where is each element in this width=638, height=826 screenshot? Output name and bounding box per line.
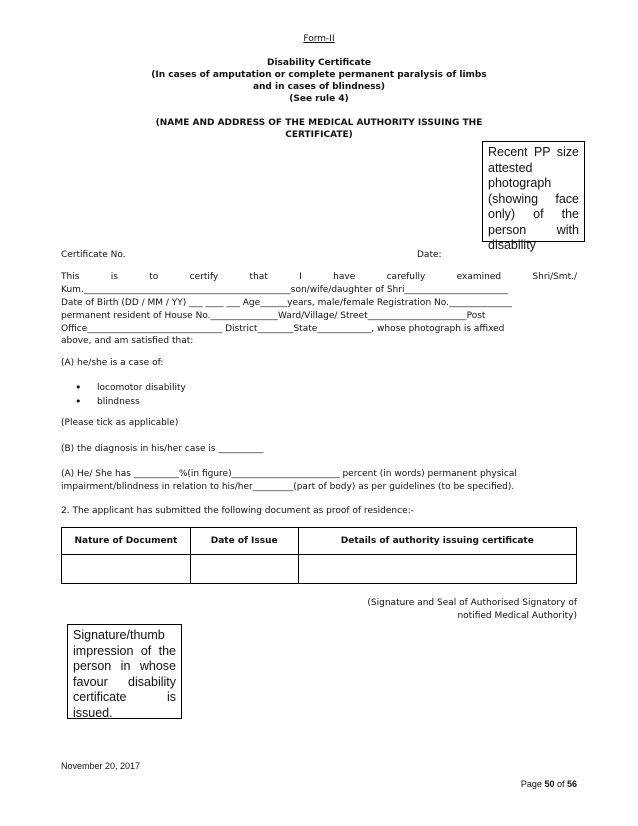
- certificate-number-label: Certificate No.: [61, 250, 126, 260]
- column-header: Nature of Document: [62, 528, 191, 555]
- certificate-paragraph-line: Office______________________________ District________State____________, whose photograph is affixed: [61, 324, 505, 334]
- residence-document-table: [61, 527, 577, 584]
- authority-heading-line2: CERTIFICATE): [285, 130, 353, 140]
- page-of: of: [554, 779, 567, 789]
- case-label: (A) he/she is a case of:: [61, 358, 164, 368]
- diagnosis-line: (B) the diagnosis in his/her case is __________: [61, 444, 264, 454]
- table-row: [62, 555, 577, 584]
- rule-reference: (See rule 4): [289, 94, 349, 104]
- signature-thumb-box: [67, 624, 182, 719]
- certificate-paragraph-line: Kum.______________________________________________son/wife/daughter of Shri_______________________: [61, 285, 508, 295]
- date-label: Date:: [417, 250, 442, 260]
- page-number: [400, 779, 577, 789]
- photo-box-line: Recent PP size: [488, 145, 579, 159]
- authority-heading-line1: (NAME AND ADDRESS OF THE MEDICAL AUTHORITY ISSUING THE: [155, 118, 483, 128]
- impairment-line: impairment/blindness in relation to his/her_________(part of body) as per guidelines (to be specified).: [61, 482, 515, 492]
- authority-signature-line2: notified Medical Authority): [457, 611, 577, 621]
- table-cell[interactable]: [298, 555, 576, 584]
- residence-statement: 2. The applicant has submitted the following document as proof of residence:-: [61, 506, 414, 516]
- photo-box-line: attested: [488, 160, 533, 175]
- form-title: Form-II: [303, 34, 335, 44]
- impairment-line: (A) He/ She has __________%(in figure)________________________ percent (in words) permanent physical: [61, 469, 517, 479]
- page-total: 56: [566, 779, 577, 789]
- sig-box-line: person in whose: [73, 659, 176, 673]
- certificate-title: Disability Certificate: [266, 58, 371, 68]
- certificate-subtitle-line2: and in cases of blindness): [252, 82, 386, 92]
- certificate-paragraph-line: above, and am satisfied that:: [61, 336, 194, 346]
- column-header: Date of Issue: [190, 528, 298, 555]
- certificate-paragraph-line: permanent resident of House No._______________Ward/Village/ Street______________________Post: [61, 311, 486, 321]
- certificate-subtitle-line1: (In cases of amputation or complete permanent paralysis of limbs: [151, 70, 487, 80]
- tick-note: (Please tick as applicable): [61, 418, 179, 428]
- sig-box-line: impression of the: [73, 643, 176, 658]
- photo-box-line: photograph: [488, 176, 552, 190]
- sig-box-line: issued.: [73, 705, 113, 720]
- option-locomotor: • locomotor disability: [75, 381, 186, 395]
- table-cell[interactable]: [190, 555, 298, 584]
- photo-box-line: disability: [488, 238, 536, 252]
- page-prefix: Page: [520, 779, 545, 789]
- column-header: Details of authority issuing certificate: [298, 528, 576, 555]
- certificate-paragraph-line: Date of Birth (DD / MM / YY) ___ ____ ___ Age______years, male/female Registration No.______________: [61, 298, 512, 308]
- certificate-paragraph-line: This is to certify that I have carefully examined Shri/Smt./: [61, 272, 577, 282]
- sig-box-line: certificate is: [73, 690, 176, 704]
- photo-box-line: (showing face: [488, 191, 579, 206]
- option-blindness: • blindness: [75, 395, 186, 409]
- page-current: 50: [544, 779, 555, 789]
- sig-box-line: Signature/thumb: [73, 628, 165, 642]
- authority-signature-line1: (Signature and Seal of Authorised Signatory of: [367, 598, 577, 608]
- sig-box-line: favour disability: [73, 674, 176, 689]
- photo-box-line: person with: [488, 222, 579, 237]
- photo-box-line: only) of the: [488, 207, 579, 221]
- photograph-box: [482, 141, 585, 252]
- table-header-row: [62, 528, 577, 555]
- disability-options-list: [75, 381, 186, 409]
- footer-date: November 20, 2017: [61, 761, 141, 771]
- table-cell[interactable]: [62, 555, 191, 584]
